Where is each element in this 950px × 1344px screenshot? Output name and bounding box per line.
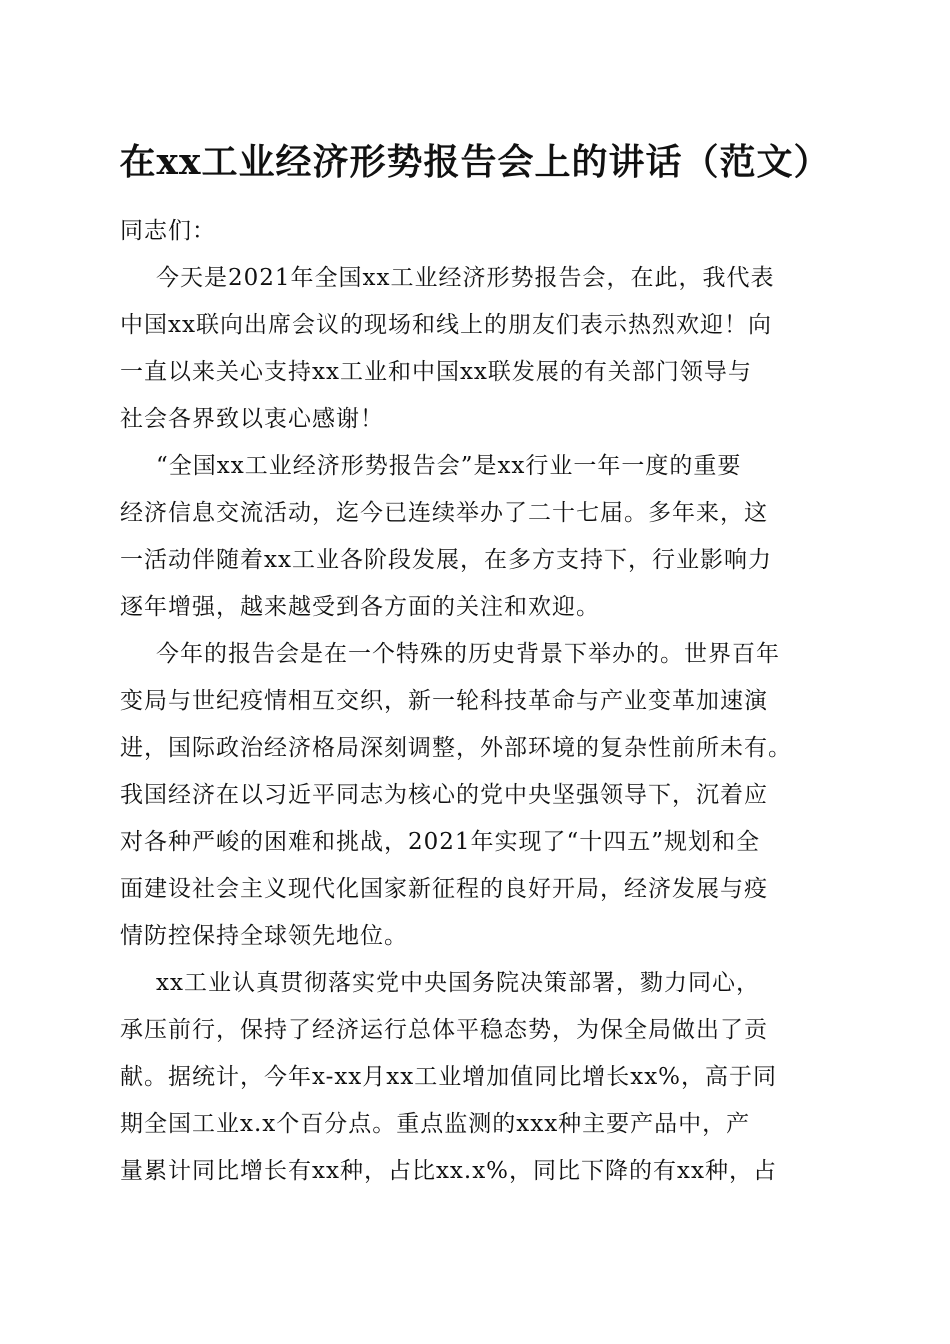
paragraph-line: 对各种严峻的困难和挑战，2021年实现了“十四五”规划和全 xyxy=(120,829,761,855)
paragraph-line: xx工业认真贯彻落实党中央国务院决策部署，勠力同心， xyxy=(156,970,760,996)
paragraph-line: 献。据统计，今年x-xx月xx工业增加值同比增长xx%，高于同 xyxy=(120,1064,778,1090)
paragraph-line: 情防控保持全球领先地位。 xyxy=(120,923,408,949)
paragraph-1 xyxy=(120,255,830,443)
paragraph-line: 社会各界致以衷心感谢！ xyxy=(120,406,384,432)
paragraph-line: 一活动伴随着xx工业各阶段发展，在多方支持下，行业影响力 xyxy=(120,547,772,573)
salutation: 同志们： xyxy=(120,218,216,244)
document-body xyxy=(120,208,830,1195)
paragraph-line: 承压前行，保持了经济运行总体平稳态势，为保全局做出了贡 xyxy=(120,1017,768,1043)
paragraph-line: 一直以来关心支持xx工业和中国xx联发展的有关部门领导与 xyxy=(120,359,752,385)
paragraph-line: “全国xx工业经济形势报告会”是xx行业一年一度的重要 xyxy=(156,453,742,479)
paragraph-line: 今年的报告会是在一个特殊的历史背景下举办的。世界百年 xyxy=(156,641,780,667)
paragraph-line: 面建设社会主义现代化国家新征程的良好开局，经济发展与疫 xyxy=(120,876,768,902)
paragraph-line: 变局与世纪疫情相互交织，新一轮科技革命与产业变革加速演 xyxy=(120,688,768,714)
paragraph-3 xyxy=(120,631,830,960)
paragraph-line: 中国xx联向出席会议的现场和线上的朋友们表示热烈欢迎！向 xyxy=(120,312,772,338)
paragraph-line: 逐年增强，越来越受到各方面的关注和欢迎。 xyxy=(120,594,600,620)
paragraph-line: 经济信息交流活动，迄今已连续举办了二十七届。多年来，这 xyxy=(120,500,768,526)
paragraph-4 xyxy=(120,960,830,1195)
document-title: 在xx工业经济形势报告会上的讲话（范文） xyxy=(119,141,831,183)
paragraph-2 xyxy=(120,443,830,631)
paragraph-line: 进，国际政治经济格局深刻调整，外部环境的复杂性前所未有。 xyxy=(120,735,792,761)
paragraph-line: 今天是2021年全国xx工业经济形势报告会，在此，我代表 xyxy=(156,265,775,291)
paragraph-line: 量累计同比增长有xx种，占比xx.x%，同比下降的有xx种，占 xyxy=(120,1158,777,1184)
paragraph-line: 期全国工业x.x个百分点。重点监测的xxx种主要产品中，产 xyxy=(120,1111,751,1137)
paragraph-line: 我国经济在以习近平同志为核心的党中央坚强领导下，沉着应 xyxy=(120,782,768,808)
